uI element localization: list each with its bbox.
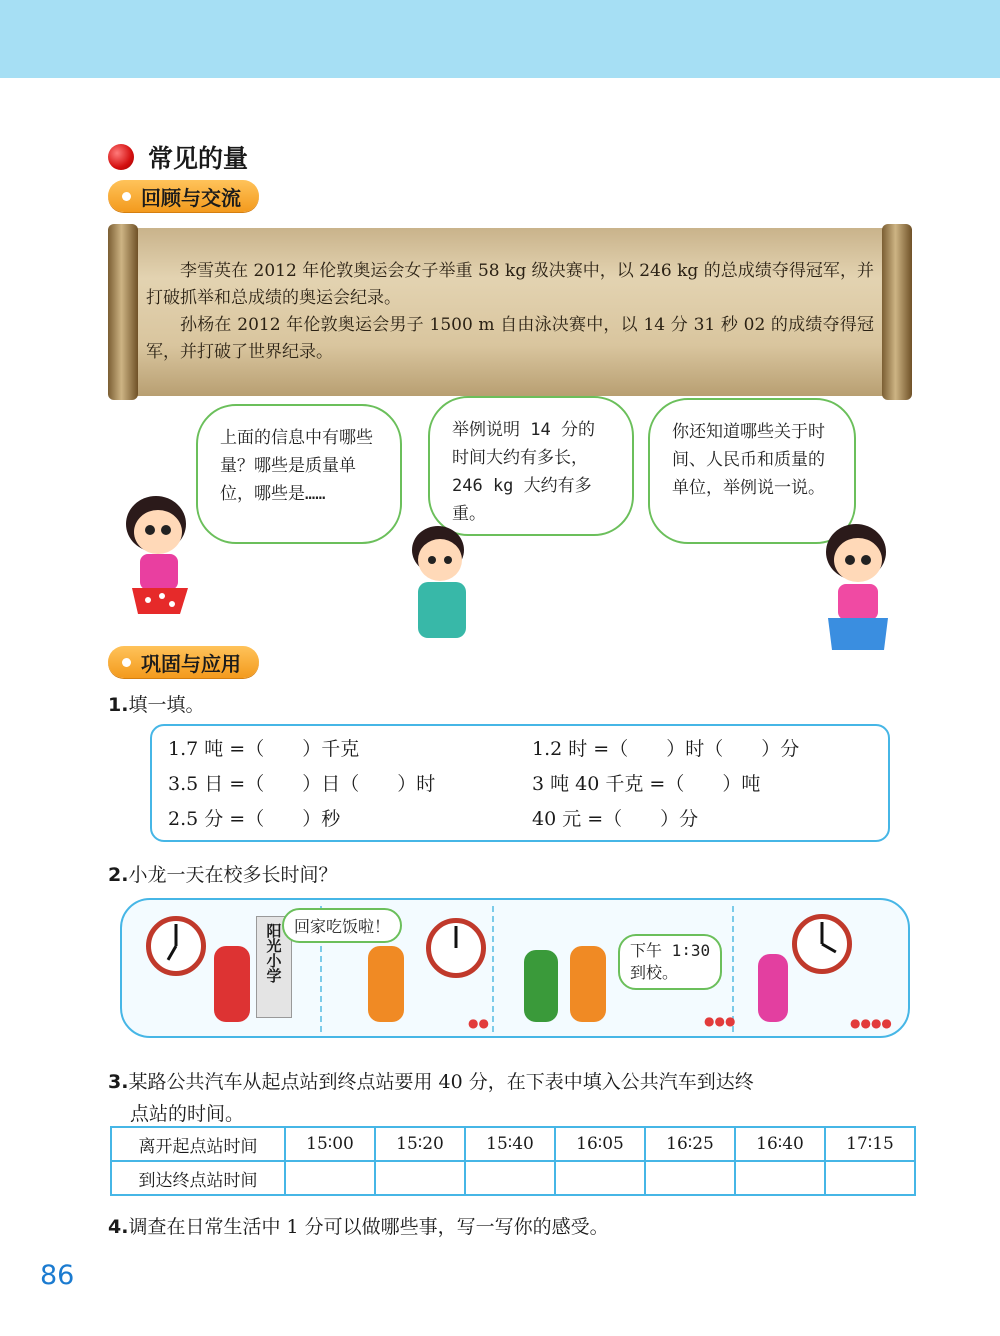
clock-icon [426,918,486,978]
row1-header: 离开起点站时间 [111,1127,285,1161]
departure-cell: 16∶05 [555,1127,645,1161]
afternoon-time-text: 下午 1∶30 [630,941,711,960]
section-heading [108,140,248,174]
arrival-cell[interactable] [375,1161,465,1195]
speech-bubble-1 [196,404,402,544]
panel-evening [734,906,906,1032]
fill-item-5[interactable]: 2.5 分 =（ ）秒 [168,808,341,830]
arrival-cell[interactable] [825,1161,915,1195]
question-1-text: 填一填。 [128,694,205,716]
scroll-panel [112,228,908,396]
departure-cell: 17∶15 [825,1127,915,1161]
question-2 [108,860,337,887]
top-banner [0,0,1000,78]
school-sign-text: 阳光小学 [264,923,283,983]
question-1 [108,690,204,717]
panel-dots: ●●● [704,1014,736,1028]
girl-leaving-figure [758,954,788,1022]
question-4-text: 调查在日常生活中 1 分可以做哪些事，写一写你的感受。 [128,1216,609,1238]
speech-bubble-home: 回家吃饭啦！ [282,908,402,943]
question-3-text-line2: 点站的时间。 [130,1103,245,1125]
question-2-text: 小龙一天在校多长时间？ [128,864,338,886]
boy-walking-figure [214,946,250,1022]
review-tag [108,180,259,212]
practice-tag-label: 巩固与应用 [141,651,241,676]
paragraph-sun-yang: 孙杨在 2012 年伦敦奥运会男子 1500 m 自由泳决赛中，以 14 分 31 秒 02 的成绩夺得冠军，并打破了世界纪录。 [146,315,874,362]
girl-2-illustration [800,520,916,660]
review-tag-label: 回顾与交流 [141,185,241,210]
paragraph-li-xueying: 李雪英在 2012 年伦敦奥运会女子举重 58 kg 级决赛中，以 246 kg 的总成绩夺得冠军，并打破抓举和总成绩的奥运会纪录。 [146,261,874,308]
panel-dots: ●●●● [850,1016,892,1030]
panel-afternoon [494,906,734,1032]
question-3 [108,1066,928,1130]
departure-cell: 16∶25 [645,1127,735,1161]
children-figure [524,950,558,1022]
fill-item-1[interactable]: 1.7 吨 =（ ）千克 [168,738,360,760]
arrival-cell[interactable] [645,1161,735,1195]
fill-item-2[interactable]: 1.2 时 =（ ）时（ ）分 [532,738,800,760]
question-3-number: 3. [108,1071,129,1093]
panel-dots: ●● [468,1016,489,1030]
arrive-school-text: 到校。 [630,963,679,982]
question-3-text-line1: 某路公共汽车从起点站到终点站要用 40 分，在下表中填入公共汽车到达终 [128,1071,754,1093]
tag-dot-icon [122,658,131,667]
practice-tag [108,646,259,678]
girl-1-illustration [110,490,210,630]
speech-bubble-3-text: 你还知道哪些关于时间、人民币和质量的单位，举例说一说。 [672,422,825,498]
arrival-cell[interactable] [285,1161,375,1195]
speech-bubble-afternoon [618,934,722,990]
fill-item-3[interactable]: 3.5 日 =（ ）日（ ）时 [168,773,436,795]
speech-bubble-2 [428,396,634,536]
fill-item-6[interactable]: 40 元 =（ ）分 [532,808,699,830]
arrival-cell[interactable] [735,1161,825,1195]
table-row-arrival [111,1161,915,1195]
speech-bubble-1-text: 上面的信息中有哪些量？哪些是质量单位，哪些是…… [220,428,373,504]
tag-dot-icon [122,192,131,201]
table-row-departure [111,1127,915,1161]
section-title: 常见的量 [148,144,249,173]
row2-header: 到达终点站时间 [111,1161,285,1195]
fill-item-4[interactable]: 3 吨 40 千克 =（ ）吨 [532,773,761,795]
question-4-number: 4. [108,1216,129,1238]
question-1-number: 1. [108,694,129,716]
panel-noon [294,906,494,1032]
arrival-cell[interactable] [555,1161,645,1195]
scroll-text [146,258,874,366]
red-bullet-icon [108,144,134,170]
departure-cell: 15∶40 [465,1127,555,1161]
arrival-cell[interactable] [465,1161,555,1195]
departure-cell: 16∶40 [735,1127,825,1161]
bus-time-table [110,1126,916,1196]
departure-cell: 15∶00 [285,1127,375,1161]
speech-bubble-2-text: 举例说明 14 分的时间大约有多长，246 kg 大约有多重。 [452,420,595,524]
page-number: 86 [40,1260,75,1291]
question-2-number: 2. [108,864,129,886]
clock-icon [146,916,206,976]
clock-icon [792,914,852,974]
question-4 [108,1212,609,1239]
boy-illustration [398,520,488,650]
comic-strip [120,898,910,1038]
departure-cell: 15∶20 [375,1127,465,1161]
boy-arriving-figure [570,946,606,1022]
boy-leaving-figure [368,946,404,1022]
